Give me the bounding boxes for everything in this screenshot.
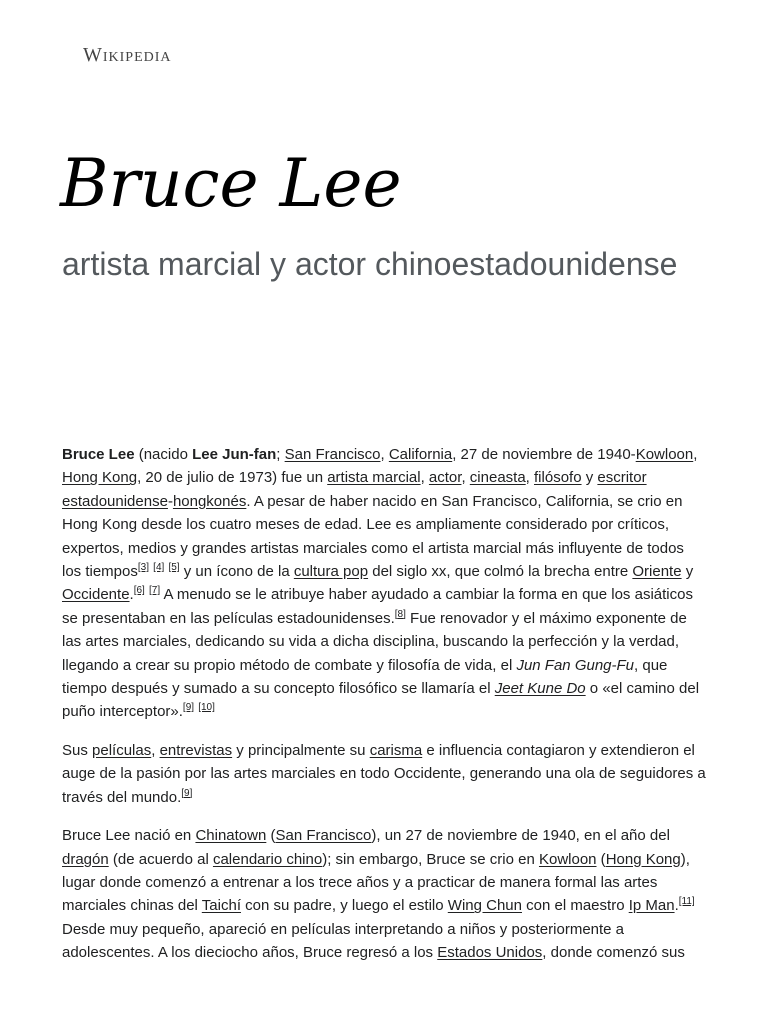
text: - xyxy=(167,492,173,510)
link-carisma[interactable]: carisma xyxy=(369,741,423,759)
link-wing-chun[interactable]: Wing Chun xyxy=(447,897,522,915)
wikipedia-wordmark[interactable]: Wikipedia xyxy=(83,44,172,66)
text: ), lugar donde comenzó a entrenar a los trece años y a practicar de manera formal las artes marciales chinas del xyxy=(62,850,690,915)
link-entrevistas[interactable]: entrevistas xyxy=(159,741,233,759)
link-occidente[interactable]: Occidente xyxy=(62,586,130,604)
text: del siglo xx, que colmó la brecha entre xyxy=(368,563,633,581)
link-kowloon[interactable]: Kowloon xyxy=(635,446,694,463)
reference-11[interactable]: [11] xyxy=(678,896,695,908)
link-chinatown[interactable]: Chinatown xyxy=(195,827,267,845)
text: , xyxy=(693,446,698,463)
link-actor[interactable]: actor xyxy=(428,469,462,487)
reference-5[interactable]: [5] xyxy=(168,562,180,574)
text: , xyxy=(380,446,389,463)
text: y un ícono de la xyxy=(179,563,294,581)
link-peliculas[interactable]: películas xyxy=(92,741,152,759)
text: Bruce Lee nació en xyxy=(62,827,196,845)
page-subtitle: artista marcial y actor chinoestadounidense xyxy=(62,246,678,282)
text: ); sin embargo, Bruce se crio en xyxy=(322,850,539,868)
text: ; xyxy=(276,446,285,463)
text: y xyxy=(681,563,694,581)
link-san-francisco[interactable]: San Francisco xyxy=(284,446,381,463)
text: , xyxy=(420,469,429,487)
text: (de acuerdo al xyxy=(108,850,213,868)
link-cultura-pop[interactable]: cultura pop xyxy=(293,563,369,581)
text: y xyxy=(581,469,598,487)
link-kowloon[interactable]: Kowloon xyxy=(538,850,597,868)
link-calendario-chino[interactable]: calendario chino xyxy=(212,850,323,868)
link-oriente[interactable]: Oriente xyxy=(632,563,682,581)
text: (nacido xyxy=(134,446,193,463)
reference-4[interactable]: [4] xyxy=(153,562,165,574)
link-dragon[interactable]: dragón xyxy=(62,850,109,868)
text: ( xyxy=(266,827,276,845)
page-title: Bruce Lee xyxy=(60,145,402,222)
paragraph-early-life xyxy=(62,824,706,964)
italic-jun-fan-gung-fu: Jun Fan Gung-Fu xyxy=(516,656,635,674)
link-hongkones[interactable]: hongkonés xyxy=(172,492,247,510)
reference-9[interactable]: [9] xyxy=(181,787,193,799)
link-estados-unidos[interactable]: Estados Unidos xyxy=(437,944,543,962)
bold-name: Bruce Lee xyxy=(62,446,135,463)
text: Sus xyxy=(62,741,93,759)
text: , 27 de noviembre de 1940- xyxy=(452,446,636,463)
text: . A pesar de haber nacido en San Francisco, California, se crio en Hong Kong desde los cuatro meses de edad. Lee es ampliamente considerado por críticos, expertos, medios y grandes artistas marciales como el artista marcial más influyente de todos los tiempos xyxy=(62,492,684,581)
paragraph-intro xyxy=(62,443,706,724)
text: ( xyxy=(596,850,606,868)
reference-7[interactable]: [7] xyxy=(149,585,161,597)
text: , xyxy=(461,469,470,487)
link-taichi[interactable]: Taichí xyxy=(201,897,241,915)
text: A menudo se le atribuye haber ayudado a cambiar la forma en que los asiáticos se presentaban en las películas estadounidenses. xyxy=(62,586,693,627)
link-ip-man[interactable]: Ip Man xyxy=(628,897,675,915)
text: Desde muy pequeño, apareció en películas interpretando a niños y posteriormente a adolescentes. A los dieciocho años, Bruce regresó a los xyxy=(62,920,625,962)
reference-9[interactable]: [9] xyxy=(182,702,195,714)
text: ), un 27 de noviembre de 1940, en el año del xyxy=(371,827,670,845)
text: , que tiempo después y sumado a su concepto filosófico se llamaría el xyxy=(62,656,668,698)
link-hong-kong[interactable]: Hong Kong xyxy=(62,469,138,487)
link-jeet-kune-do[interactable]: Jeet Kune Do xyxy=(494,680,586,698)
bold-birth-name: Lee Jun-fan xyxy=(192,446,277,463)
link-california[interactable]: California xyxy=(388,446,453,463)
reference-6[interactable]: [6] xyxy=(133,585,145,597)
text: con su padre, y luego el estilo xyxy=(240,897,448,915)
reference-3[interactable]: [3] xyxy=(137,562,149,574)
reference-10[interactable]: [10] xyxy=(198,702,215,714)
text: , xyxy=(151,741,160,759)
text: y principalmente su xyxy=(232,741,370,759)
reference-8[interactable]: [8] xyxy=(394,608,406,620)
text: con el maestro xyxy=(521,897,629,915)
link-cineasta[interactable]: cineasta xyxy=(469,469,526,487)
paragraph-influence xyxy=(62,739,706,809)
text: . xyxy=(674,897,679,915)
link-san-francisco[interactable]: San Francisco xyxy=(275,827,372,845)
link-filosofo[interactable]: filósofo xyxy=(534,469,582,487)
link-artista-marcial[interactable]: artista marcial xyxy=(327,469,421,487)
text: , xyxy=(525,469,535,487)
text: Fue renovador y el máximo exponente de las artes marciales, dedicando su vida a dicha disciplina, buscando la perfección y la verdad, llegando a crear su propio método de combate y filosofía de vida, el xyxy=(62,609,687,674)
text: . xyxy=(129,586,134,604)
text: , 20 de julio de 1973) fue un xyxy=(137,469,328,487)
text: o «el camino del puño interceptor». xyxy=(62,680,700,721)
link-hong-kong[interactable]: Hong Kong xyxy=(605,850,681,868)
link-escritor-estadounidense[interactable]: escritor estadounidense xyxy=(62,469,647,510)
text: e influencia contagiaron y extendieron el auge de la pasión por las artes marciales en todo Occidente, generando una ola de seguidores a través del mundo. xyxy=(62,741,706,806)
text: , donde comenzó sus xyxy=(542,944,685,962)
article-body xyxy=(62,443,706,980)
